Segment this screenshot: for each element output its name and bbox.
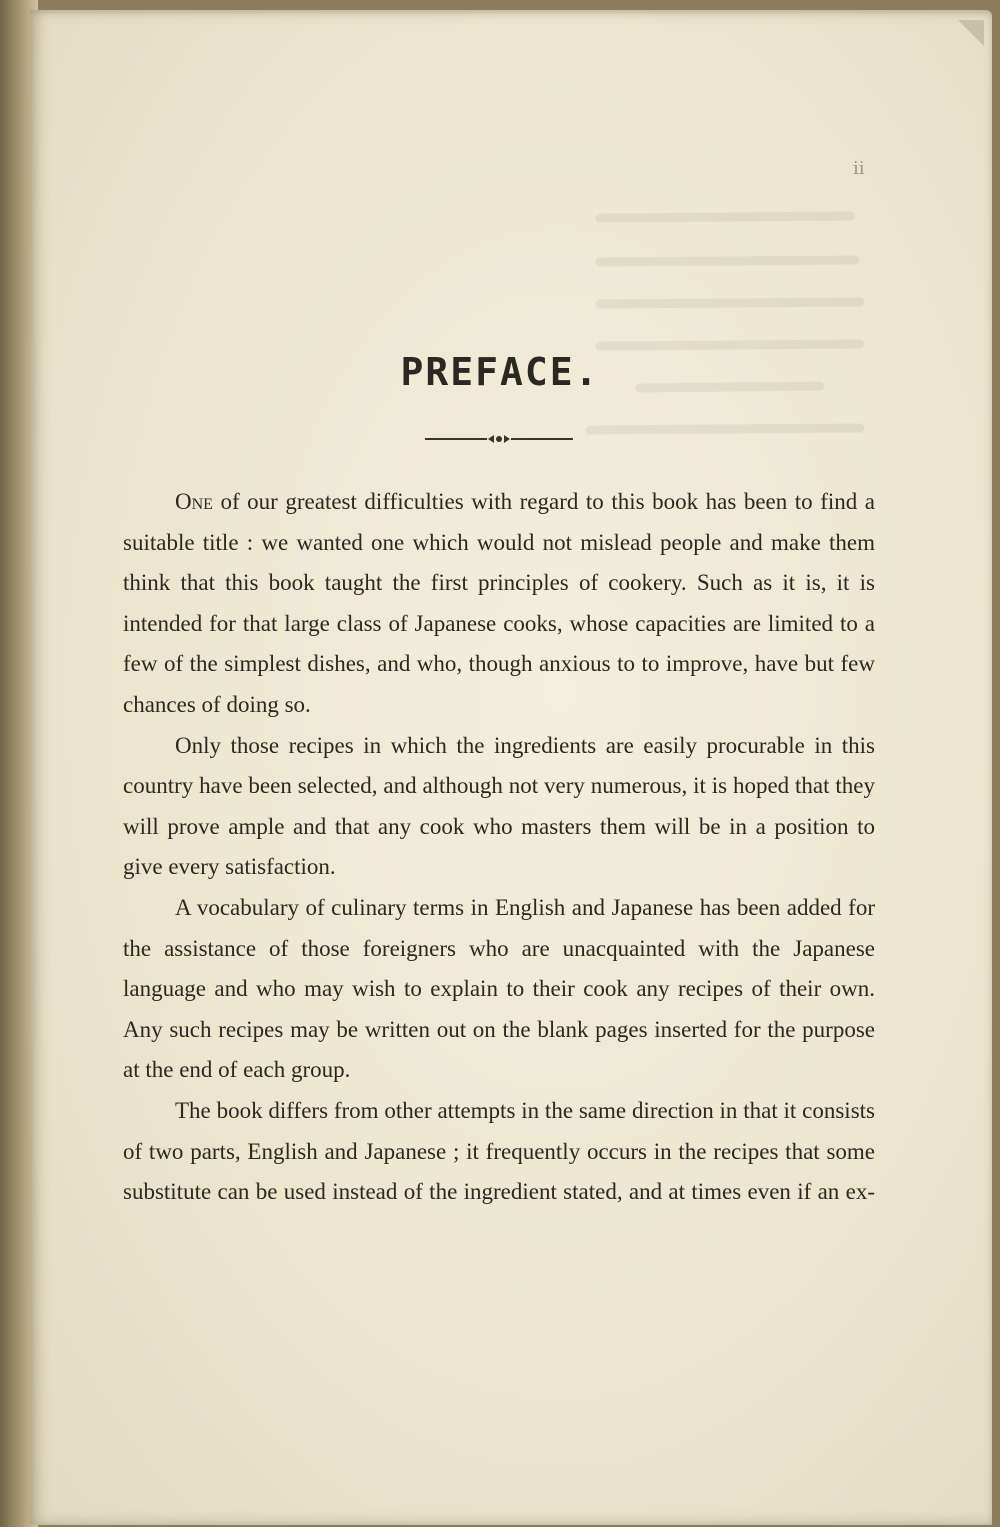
ornament-rule-left (425, 438, 487, 440)
paragraph-3 (123, 888, 875, 1091)
page-number: ii (853, 158, 865, 179)
paragraph-text: A vocabulary of culinary terms in English and Japanese has been added for the assistance of those foreigners who are unacquainted with the Japanese language and who may wish to explain to their cook any recipes of their own. Any such recipes may be written out on the blank pages inserted for the purpose at the end of each group. (123, 894, 875, 1083)
paragraph-lead-word: One (175, 489, 213, 514)
paragraph-4 (123, 1091, 875, 1213)
paragraph-text: Only those recipes in which the ingredients are easily procurable in this country have been selected, and although not very numerous, it is hoped that they will prove ample and that any cook who masters them will be in a position to give every satisfaction. (123, 732, 875, 880)
page-title: PREFACE. (400, 350, 600, 394)
paragraph-text: of our greatest difficulties with regard to this book has been to find a suitable title : we wanted one which would not mislead people and make them think that this book taught the first principles of cookery. Such as it is, it is intended for that large class of Japanese cooks, whose capacities are limited to a few of the simplest dishes, and who, though anxious to to improve, have but few chances of doing so. (123, 489, 875, 717)
title-ornament (425, 432, 573, 446)
paragraph-text: The book differs from other attempts in the same direction in that it consists of two parts, English and Japanese ; it frequently occurs in the recipes that some substitute can be used instead of the ingredient stated, and at times even if an ex- (123, 1097, 875, 1205)
ornament-knot-icon (487, 432, 511, 446)
preface-body (123, 482, 875, 1213)
ornament-rule-right (511, 438, 573, 440)
paragraph-1 (123, 482, 875, 726)
paragraph-2 (123, 726, 875, 888)
